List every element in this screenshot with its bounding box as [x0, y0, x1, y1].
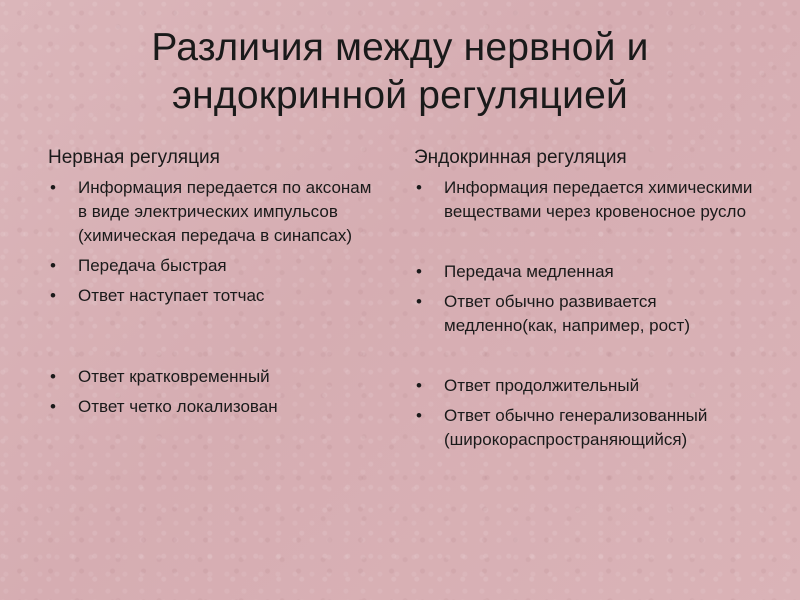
list-item-text: Информация передается по аксонам в виде электрических импульсов (химическая передача в синапсах) — [78, 178, 372, 245]
bullet-icon: • — [416, 406, 422, 425]
list-item — [414, 290, 774, 338]
bullet-icon: • — [50, 397, 56, 416]
list-item — [414, 374, 774, 398]
list-item-text: Ответ наступает тотчас — [78, 286, 265, 305]
bullet-icon: • — [50, 367, 56, 386]
slide-title-line-2: эндокринной регуляцией — [172, 74, 628, 117]
slide-title-line-1: Различия между нервной и — [151, 26, 649, 69]
list-item — [414, 404, 774, 452]
slide-title — [0, 24, 800, 120]
list-item — [414, 176, 774, 224]
column-heading-endocrine: Эндокринная регуляция — [414, 147, 627, 168]
list-item — [48, 395, 378, 419]
endocrine-regulation-column — [414, 146, 774, 458]
list-item-text: Ответ продолжительный — [444, 376, 640, 395]
bullet-icon: • — [416, 262, 422, 281]
list-item-text: Передача медленная — [444, 262, 614, 281]
bullet-icon: • — [50, 256, 56, 275]
column-heading-nervous: Нервная регуляция — [48, 147, 220, 168]
nervous-regulation-list — [48, 176, 378, 419]
list-item-text: Передача быстрая — [78, 256, 227, 275]
list-item — [48, 284, 378, 308]
bullet-icon: • — [416, 376, 422, 395]
nervous-regulation-column — [48, 146, 378, 425]
list-item — [48, 365, 378, 389]
list-item-text: Ответ обычно развивается медленно(как, например, рост) — [444, 292, 691, 335]
bullet-icon: • — [416, 178, 422, 197]
list-item — [414, 260, 774, 284]
list-item — [48, 176, 378, 248]
bullet-icon: • — [416, 292, 422, 311]
list-item-text: Ответ обычно генерализованный (широкораспространяющийся) — [444, 406, 708, 449]
list-item-text: Ответ четко локализован — [78, 397, 278, 416]
endocrine-regulation-list — [414, 176, 774, 452]
list-item — [48, 254, 378, 278]
list-item-text: Ответ кратковременный — [78, 367, 270, 386]
bullet-icon: • — [50, 178, 56, 197]
bullet-icon: • — [50, 286, 56, 305]
list-item-text: Информация передается химическими веществами через кровеносное русло — [444, 178, 753, 221]
